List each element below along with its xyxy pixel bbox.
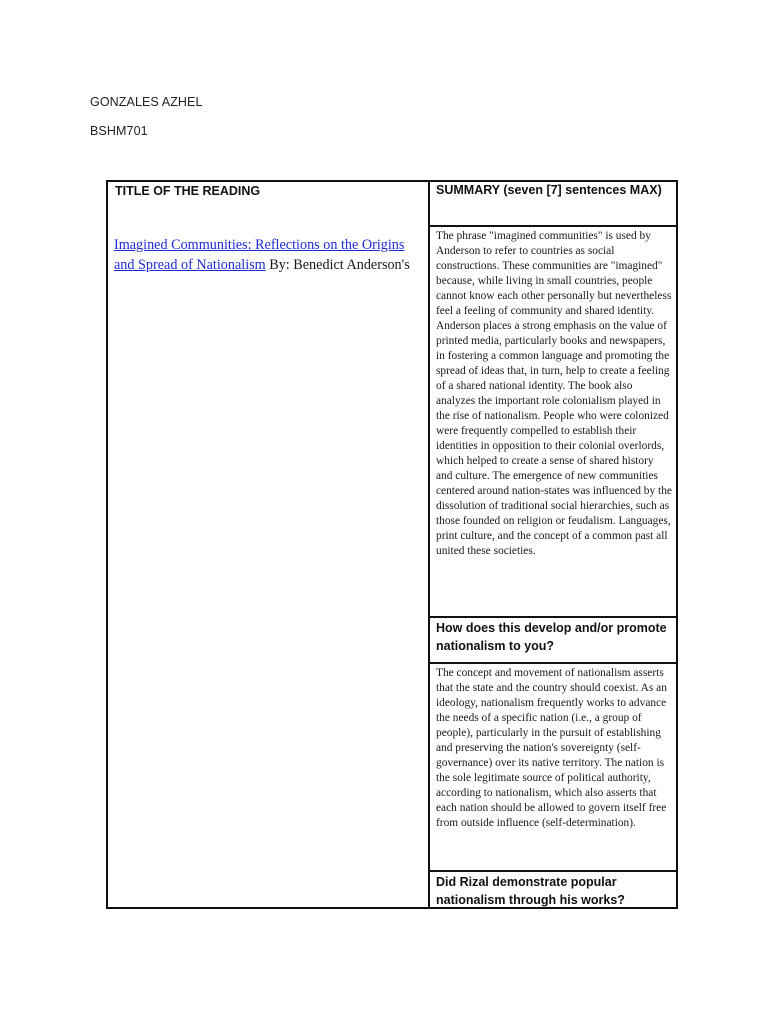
course-code: BSHM701: [90, 124, 148, 138]
reading-title-link[interactable]: Imagined Communities: Reflections on the Origins and Spread of Nationalism: [114, 237, 405, 273]
column-divider: [428, 180, 430, 909]
row-divider: [429, 870, 677, 872]
title-of-reading-header: TITLE OF THE READING: [115, 184, 261, 198]
summary-header: SUMMARY (seven [7] sentences MAX): [436, 183, 662, 197]
row-divider: [429, 662, 677, 664]
student-name: GONZALES AZHEL: [90, 95, 203, 109]
reading-citation: [114, 236, 414, 275]
question1-header: How does this develop and/or promote nationalism to you?: [436, 621, 667, 653]
row-divider: [429, 225, 677, 227]
reading-author: By: Benedict Anderson's: [265, 256, 410, 273]
summary-text: The phrase "imagined communities" is used by Anderson to refer to countries as social constructions. These communities are "imagined" because, while living in small countries, people cannot know each other personally but nevertheless feel a feeling of community and shared identity. Anderson places a strong emphasis on the value of printed media, particularly books and newspapers, in fostering a common language and promoting the spread of ideas that, in turn, help to create a feeling of a shared national identity. The book also analyzes the important role colonialism played in the rise of nationalism. People who were colonized were frequently compelled to establish their identities in opposition to their colonial overlords, which helped to create a sense of shared history and culture. The emergence of new communities centered around nation-states was influenced by the dissolution of traditional social hierarchies, such as those founded on religion or feudalism. Languages, print culture, and the concept of a common past all united these societies.: [436, 230, 672, 557]
row-divider: [429, 616, 677, 618]
question2-header: Did Rizal demonstrate popular nationalism through his works?: [436, 875, 625, 907]
question1-answer: The concept and movement of nationalism asserts that the state and the country should coexist. As an ideology, nationalism frequently works to advance the needs of a specific nation (i.e., a group of people), particularly in the pursuit of establishing and preserving the nation's sovereignty (self-governance) over its native territory. The nation is the sole legitimate source of political authority, according to nationalism, which also asserts that each nation should be allowed to govern itself free from outside influence (self-determination).: [436, 667, 667, 829]
